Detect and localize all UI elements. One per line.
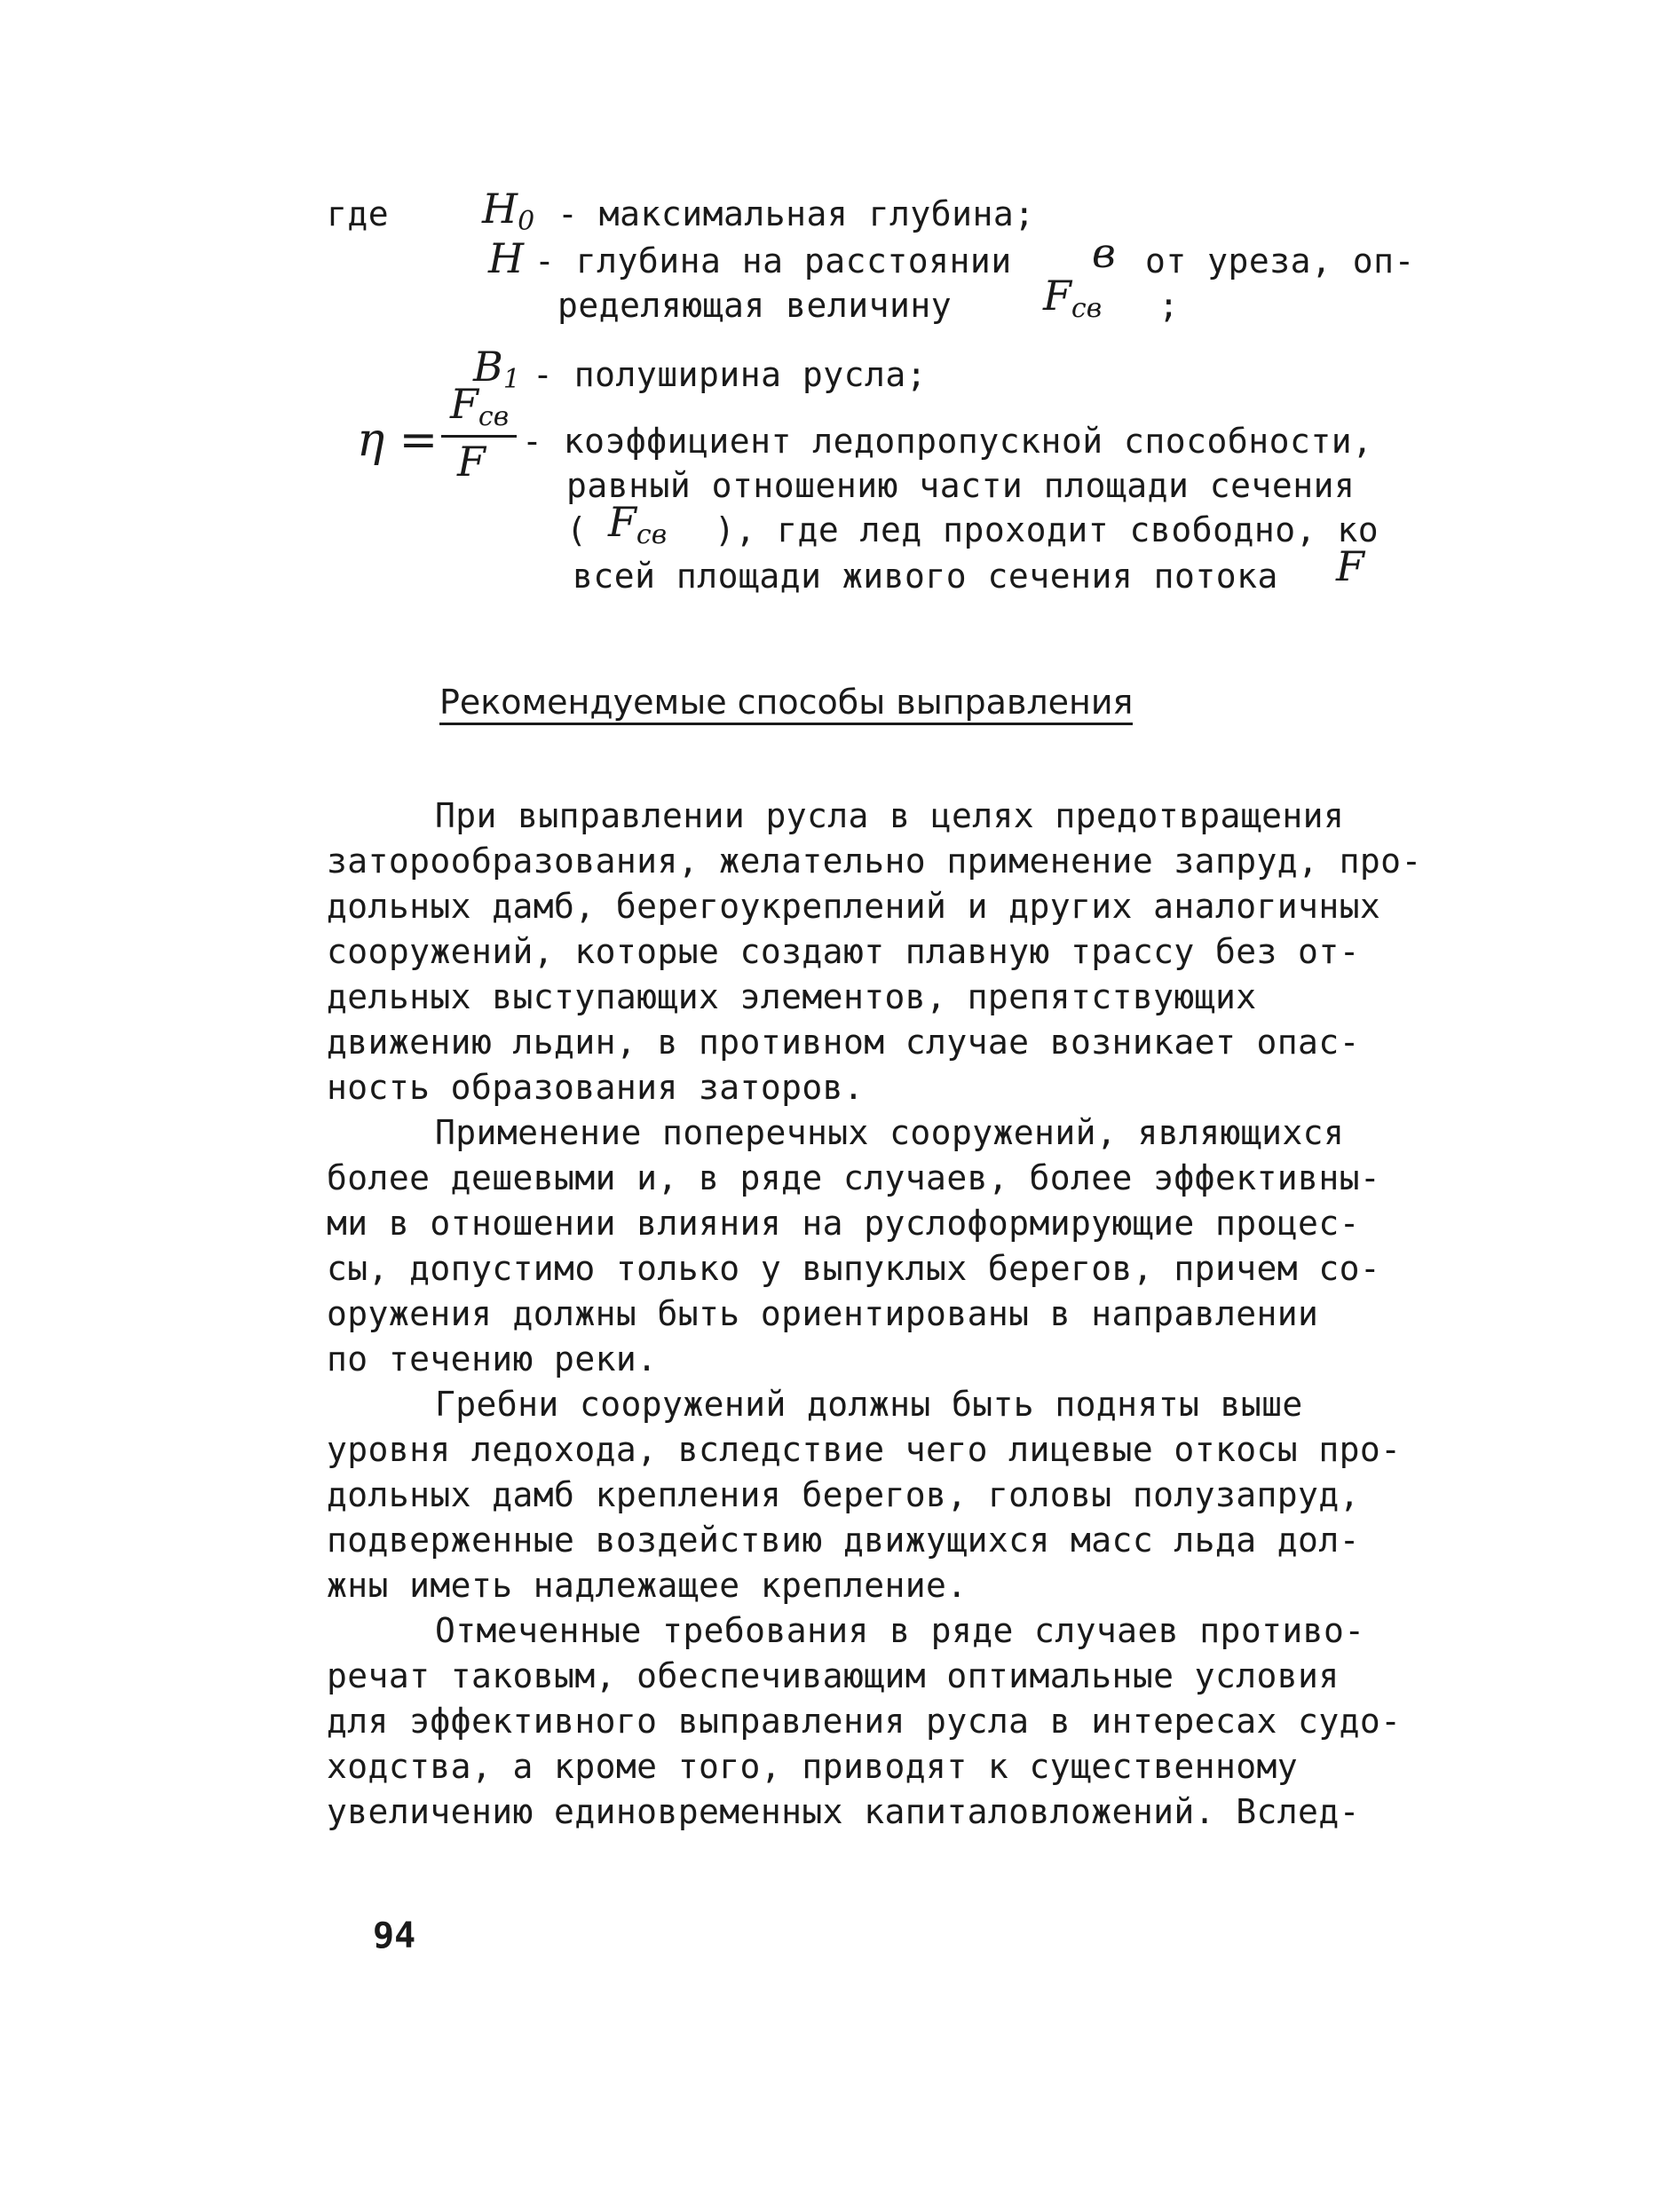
paragraph-line: подверженные воздействию движущихся масс льда дол-	[327, 1521, 1360, 1560]
paragraph-line: Гребни сооружений должны быть подняты выше	[435, 1385, 1303, 1424]
eta-symbol: η =	[357, 414, 439, 467]
paragraph-line: для эффективного выправления русла в интересах судо-	[327, 1702, 1402, 1741]
paragraph-line: дельных выступающих элементов, препятствующих	[327, 977, 1257, 1016]
paragraph-line: речат таковым, обеспечивающим оптимальные условия	[327, 1656, 1340, 1695]
paragraph-line: ность образования заторов.	[327, 1068, 865, 1107]
paragraph-line: движению льдин, в противном случае возникает опас-	[327, 1023, 1360, 1062]
h-definition-part2: от уреза, оп-	[1145, 241, 1415, 280]
paragraph-line: дольных дамб, берегоукреплений и других аналогичных	[327, 887, 1381, 926]
paragraph-line: увеличению единовременных капиталовложений. Вслед-	[327, 1792, 1360, 1831]
eta-definition-line2: равный отношению части площади сечения	[566, 466, 1356, 505]
paragraph-line: ходства, а кроме того, приводят к существенному	[327, 1747, 1299, 1786]
h0-symbol: $H_0$	[482, 185, 535, 237]
where-label: где	[327, 194, 390, 233]
paragraph-line: дольных дамб крепления берегов, головы полузапруд,	[327, 1475, 1360, 1514]
paragraph-line: уровня ледохода, вследствие чего лицевые откосы про-	[327, 1430, 1402, 1469]
paragraph-line: жны иметь надлежащее крепление.	[327, 1566, 968, 1605]
section-heading: Рекомендуемые способы выправления	[439, 685, 1133, 725]
eta-open-paren: (	[566, 510, 588, 549]
paragraph-line: ми в отношении влияния на руслоформирующие процес-	[327, 1204, 1360, 1243]
paragraph-line: по течению реки.	[327, 1339, 658, 1379]
paragraph-line: Отмеченные требования в ряде случаев противо-	[435, 1611, 1365, 1650]
fraction-denominator: F	[457, 438, 486, 486]
paragraph-line: сы, допустимо только у выпуклых берегов, причем со-	[327, 1249, 1381, 1288]
h-definition-part3: ределяющая величину	[557, 286, 953, 325]
fraction-numerator: $F_{св}$	[450, 380, 510, 432]
b1-symbol: $B_1$	[473, 343, 520, 395]
paragraph-line: При выправлении русла в целях предотвращения	[435, 796, 1345, 835]
page-number: 94	[373, 1916, 416, 1956]
eta-f-symbol: F	[1336, 542, 1364, 590]
h-symbol: H	[488, 234, 525, 282]
h-definition-part4: ;	[1158, 286, 1180, 325]
b-symbol: в	[1092, 229, 1116, 277]
b1-definition: - полуширина русла;	[533, 355, 928, 394]
eta-definition-line1: - коэффициент ледопропускной способности,	[522, 422, 1373, 461]
paragraph-line: сооружений, которые создают плавную трассу без от-	[327, 932, 1360, 971]
paragraph-line: более дешевыми и, в ряде случаев, более эффективны-	[327, 1158, 1381, 1197]
fcb-symbol: $F_{св}$	[1043, 272, 1103, 324]
eta-fcb-symbol: $F_{св}$	[608, 498, 668, 550]
h0-definition: - максимальная глубина;	[557, 194, 1035, 233]
paragraph-line: Применение поперечных сооружений, являющихся	[435, 1113, 1345, 1152]
eta-definition-line4: всей площади живого сечения потока	[573, 557, 1278, 596]
eta-definition-line3: ), где лед проходит свободно, ко	[715, 510, 1379, 549]
paragraph-line: заторообразования, желательно применение запруд, про-	[327, 841, 1422, 881]
h-definition-part1: - глубина на расстоянии	[534, 241, 1012, 280]
paragraph-line: оружения должны быть ориентированы в направлении	[327, 1294, 1319, 1333]
